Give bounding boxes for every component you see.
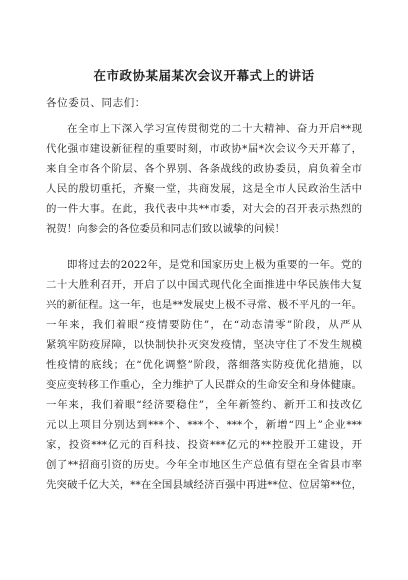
paragraph-2-line-1: 即将过去的2022年，是党和国家历史上极为重要的一年。党的 <box>67 259 362 271</box>
paragraph-1-line-4: 人民的殷切重托，齐聚一堂，共商发展，这是全市人民政治生活中 <box>46 183 362 195</box>
paragraph-1-line-5: 的一件大事。在此，我代表中共**市委，对大会的召开表示热烈的 <box>46 203 362 215</box>
paragraph-2-line-4: 一年来，我们着眼“疫情要防住”，在“动态清零”阶段，从严从 <box>46 319 362 331</box>
salutation: 各位委员、同志们： <box>46 97 146 109</box>
paragraph-2-line-3: 兴的新征程。这一年，也是**发展史上极不寻常、极不平凡的一年。 <box>46 299 362 311</box>
paragraph-2-line-8: 一年来，我们着眼“经济要稳住”，全年新签约、新开工和技改亿 <box>46 399 362 411</box>
page-title: 在市政协某届某次会议开幕式上的讲话 <box>93 68 315 83</box>
paragraph-1-line-3: 来自全市各个阶层、各个界别、各条战线的政协委员，肩负着全市 <box>46 163 362 175</box>
paragraph-1-line-6: 祝贺！向参会的各位委员和同志们致以诚挚的问候！ <box>46 223 285 235</box>
paragraph-2-line-11: 创了**招商引资的历史。今年全市地区生产总值有望在全省县市率 <box>46 459 362 471</box>
paragraph-2-line-12: 先突破千亿大关，**在全国县域经济百强中再进**位、位居第**位， <box>46 479 362 491</box>
paragraph-2-line-2: 二十大胜利召开，开启了以中国式现代化全面推进中华民族伟大复 <box>46 279 362 291</box>
paragraph-1-line-2: 代化强市建设新征程的重要时刻，市政协*届*次会议今天开幕了， <box>46 143 362 155</box>
paragraph-2-line-9: 元以上项目分别达到***个、***个、***个，新增“四上”企业*** <box>46 419 362 431</box>
paragraph-1-line-1: 在全市上下深入学习宣传贯彻党的二十大精神、奋力开启**现 <box>67 123 362 135</box>
paragraph-2-line-5: 紧筑牢防疫屏障，以快制快扑灭突发疫情，坚决守住了不发生规模 <box>46 339 362 351</box>
paragraph-2-line-7: 变应变转移工作重心，全力维护了人民群众的生命安全和身体健康。 <box>46 379 362 391</box>
paragraph-2-line-6: 性疫情的底线；在“优化调整”阶段，落细落实防疫优化措施，以 <box>46 359 362 371</box>
paragraph-2-line-10: 家，投资***亿元的百科技、投资***亿元的**控股开工建设，开 <box>46 439 362 451</box>
